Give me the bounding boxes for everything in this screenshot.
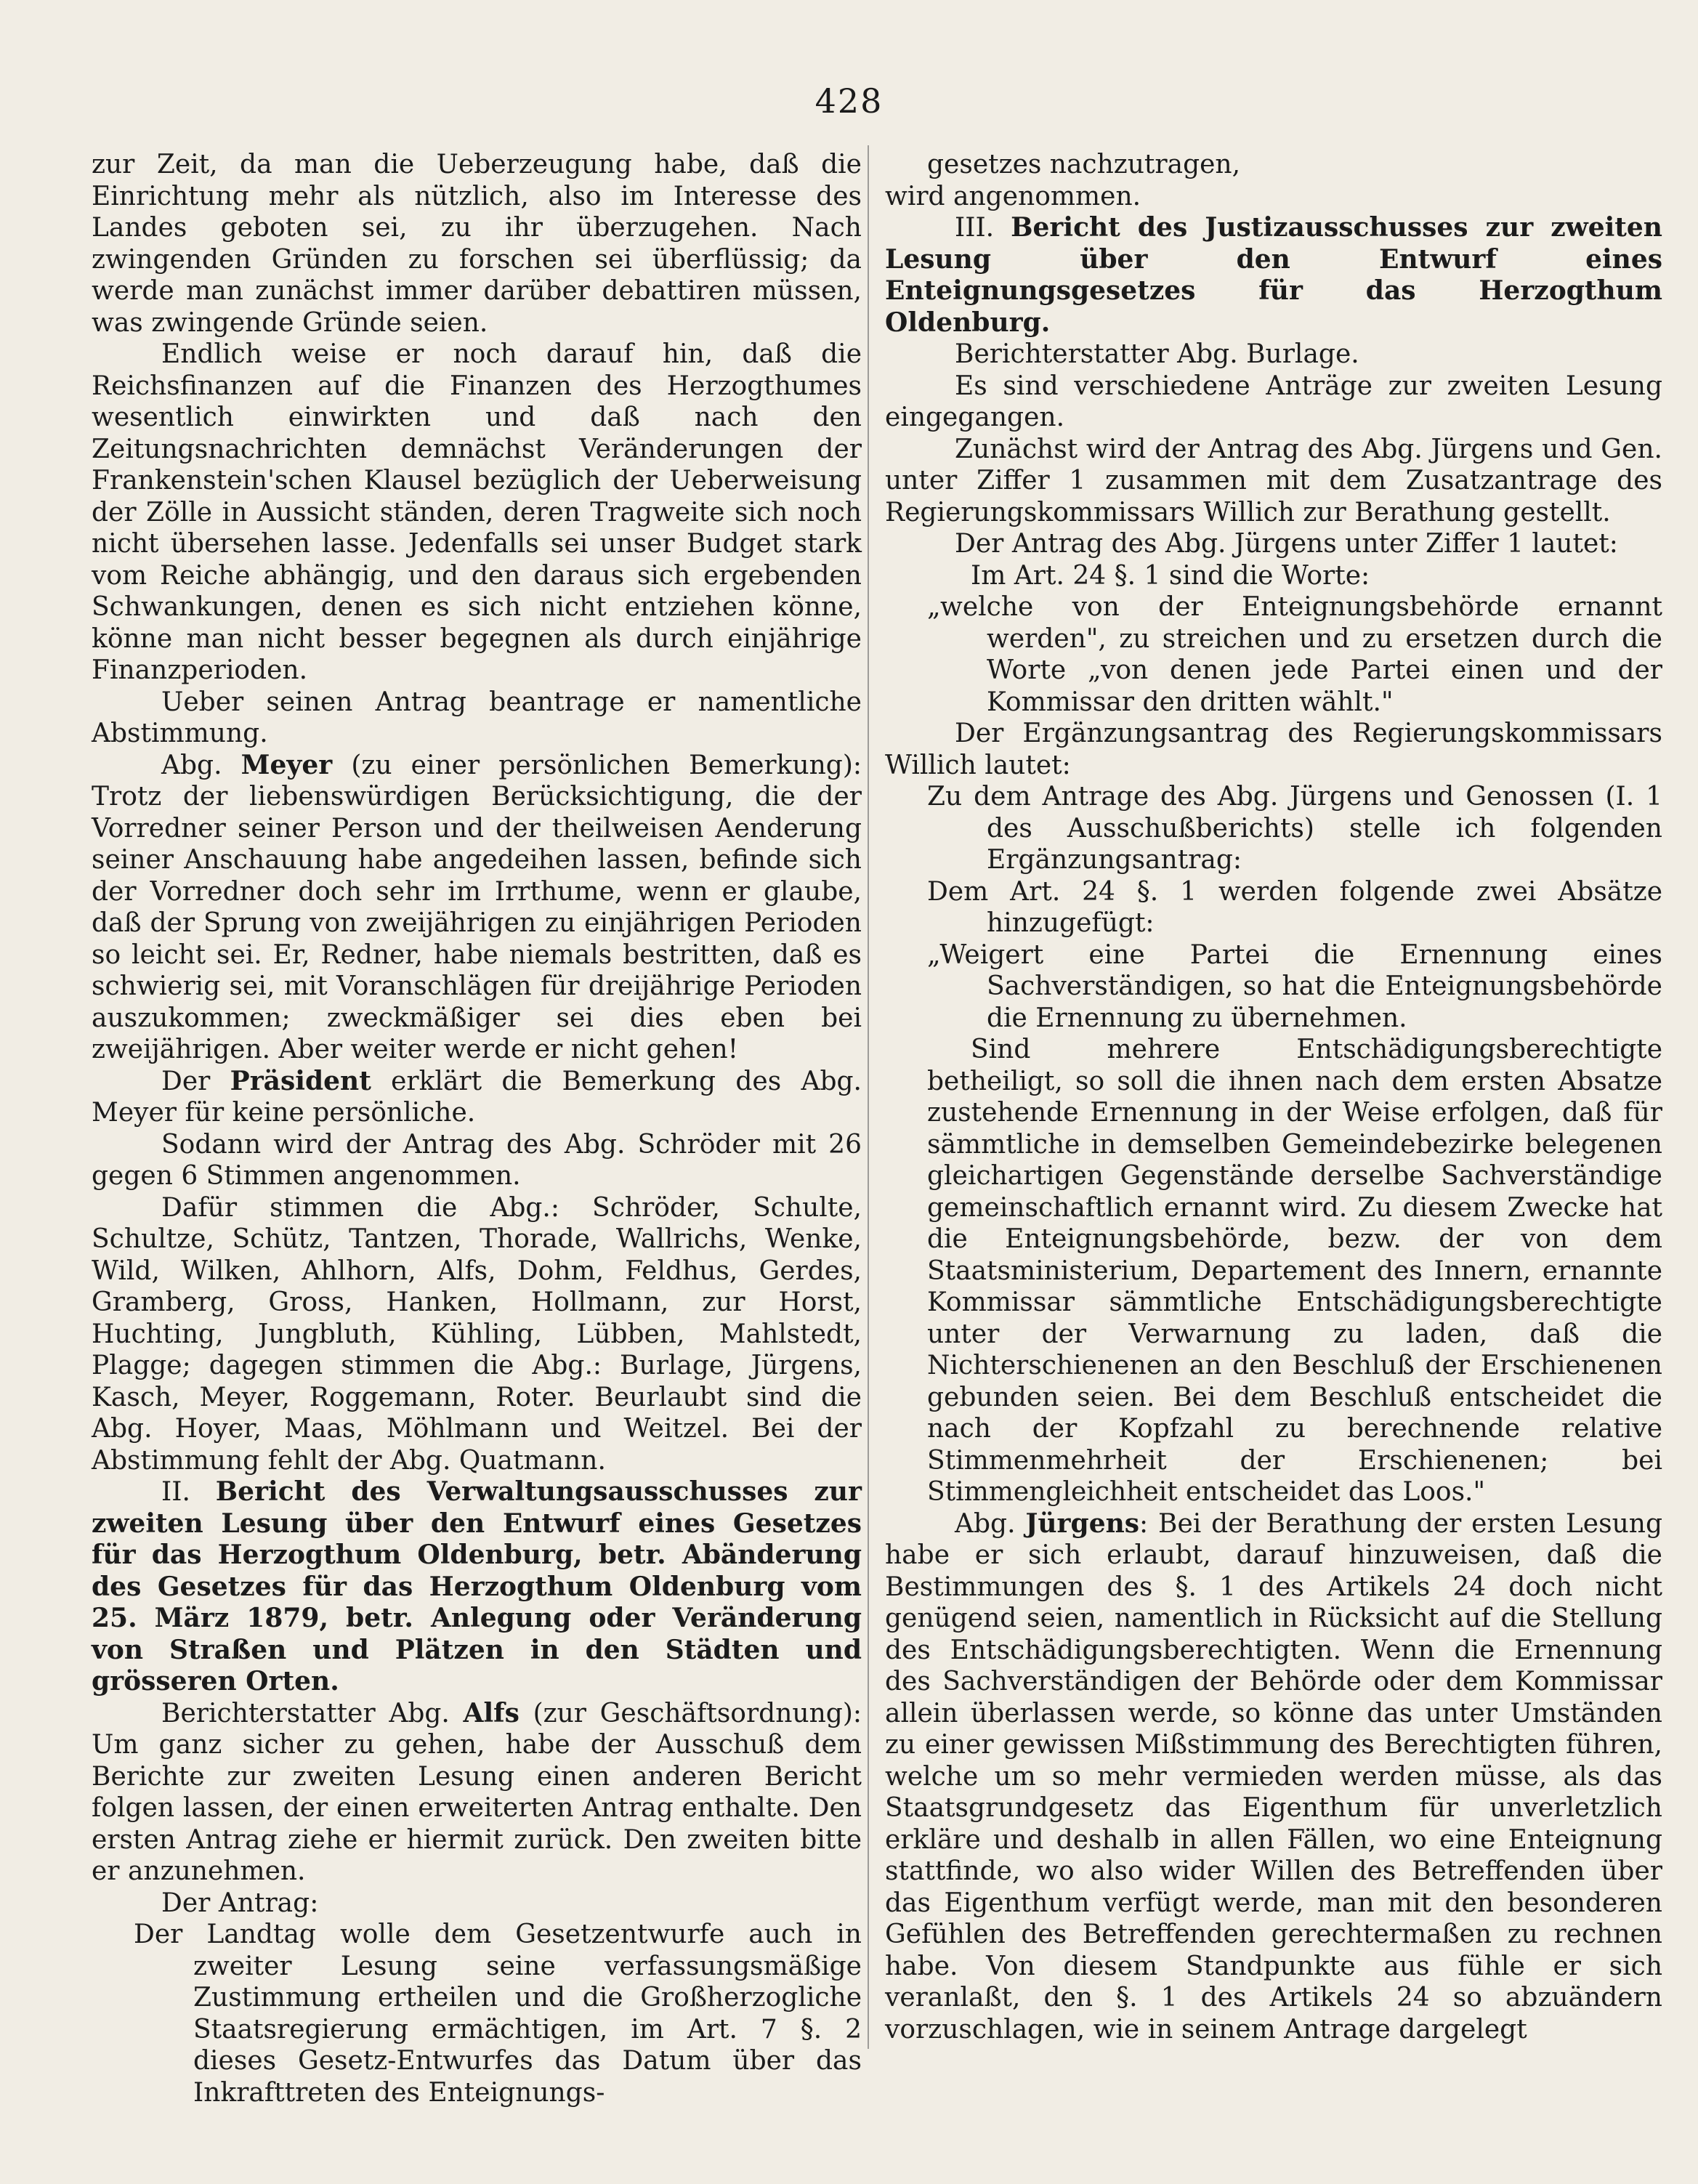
paragraph [92, 750, 862, 1066]
paragraph [92, 1698, 862, 1888]
paragraph: Zunächst wird der Antrag des Abg. Jürgens und Gen. unter Ziffer 1 zusammen mit dem Zusatzantrage des Regierungskommissars Willich zur Berathung gestellt. [885, 434, 1662, 527]
quoted-text: Dem Art. 24 §. 1 werden folgende zwei Absätze hinzugefügt: [927, 876, 1662, 938]
paragraph: Der Antrag: [161, 1888, 319, 1918]
paragraph: Der Ergänzungsantrag des Regierungskommissars Willich lautet: [885, 719, 1662, 780]
section-number: II. [161, 1477, 216, 1507]
text: (zur Geschäftsordnung): Um ganz sicher zu gehen, habe der Ausschuß dem Berichte zur zweiten Lesung einen anderen Bericht folgen lassen, der einen erweiterten Antrag enthalte. Den ersten Antrag ziehe er hiermit zurück. Den zweiten bitte er anzunehmen. [92, 1698, 862, 1886]
quoted-text: Zu dem Antrage des Abg. Jürgens und Genossen (I. 1 des Ausschußberichts) stelle ich folgenden Ergänzungsantrag: [927, 782, 1662, 875]
quoted-text: Sind mehrere Entschädigungsberechtigte betheiligt, so soll die ihnen nach dem ersten Absatze zustehende Ernennung in der Weise erfolgen, daß für sämmtliche in demselben Gemeindebezirke belegenen gleichartigen Gegenstände derselbe Sachverständige gemeinschaftlich ernannt wird. Zu diesem Zwecke hat die Enteignungsbehörde, bezw. der von dem Staatsministerium, Departement des Innern, ernannte Kommissar sämmtliche Entschädigungsberechtigte unter der Verwarnung zu laden, daß die Nichterschienenen an den Beschluß der Erschienenen gebunden seien. Bei dem Beschluß entscheidet die nach der Kopfzahl zu berechnende relative Stimmenmehrheit der Erschienenen; bei Stimmengleichheit entscheidet das Loos." [927, 1035, 1662, 1507]
text: : Bei der Berathung der ersten Lesung habe er sich erlaubt, darauf hinzuweisen, daß die Bestimmungen des §. 1 des Artikels 24 doch nicht genügend seien, namentlich in Rücksicht auf die Stellung des Entschädigungsberechtigten. Wenn die Ernennung des Sachverständigen der Behörde oder dem Kommissar allein überlassen werde, so könne das unter Umständen zu einer gewissen Mißstimmung des Berechtigten führen, welche um so mehr vermieden werden müsse, als das Staatsgrundgesetz das Eigenthum für unverletzlich erkläre und deshalb in allen Fällen, wo eine Enteignung stattfinde, wo also wider Willen des Betreffenden über das Eigenthum verfügt werde, man mit den besonderen Gefühlen des Betreffenden gerechtermaßen zu rechnen habe. Von diesem Standpunkte aus fühle er sich veranlaßt, den §. 1 des Artikels 24 so abzuändern vorzuschlagen, wie in seinem Antrage dargelegt [885, 1508, 1662, 2045]
quoted-text: „welche von der Enteignungsbehörde ernannt werden", zu streichen und zu ersetzen durch die Worte „von denen jede Partei einen und der Kommissar den dritten wählt." [927, 592, 1662, 717]
text: erklärt die Bemerkung des Abg. Meyer für keine persönliche. [92, 1066, 862, 1128]
section-number: III. [955, 213, 1011, 243]
text: (zu einer persönlichen Bemerkung): Trotz der liebenswürdigen Berücksichtigung, die der Vorredner seiner Person und der theilweisen Aenderung seiner Anschauung habe angedeihen lassen, befinde sich der Vorredner doch sehr im Irrthume, wenn er glaube, daß der Sprung von zweijährigen zu einjährigen Perioden so leicht sei. Er, Redner, habe niemals bestritten, daß es schwierig sei, mit Voranschlägen für dreijährige Perioden auszukommen; zweckmäßiger sei dies eben bei zweijährigen. Aber weiter werde er nicht gehen! [92, 750, 862, 1064]
section-title: Bericht des Verwaltungsausschusses zur zweiten Lesung über den Entwurf eines Gesetzes für das Herzogthum Oldenburg, betr. Abänderung des Gesetzes für das Herzogthum Oldenburg vom 25. März 1879, betr. Anlegung oder Veränderung von Straßen und Plätzen in den Städten und grösseren Orten. [92, 1476, 862, 1696]
text: Abg. [161, 750, 241, 780]
right-column [885, 149, 1662, 2060]
text: Berichterstatter Abg. [161, 1698, 464, 1728]
quoted-text: Im Art. 24 §. 1 sind die Worte: [971, 560, 1370, 591]
section-heading [885, 212, 1662, 339]
section-title: Bericht des Justizausschusses zur zweiten Lesung über den Entwurf eines Enteignungsgesetzes für das Herzogthum Oldenburg. [885, 212, 1662, 338]
quoted-text: „Weigert eine Partei die Ernennung eines Sachverständigen, so hat die Enteignungsbehörde die Ernennung zu übernehmen. [927, 939, 1662, 1033]
paragraph: zur Zeit, da man die Ueberzeugung habe, daß die Einrichtung mehr als nützlich, also im Interesse des Landes geboten sei, zu ihr überzugehen. Nach zwingenden Gründen zu forschen sei überflüssig; da werde man zunächst immer darüber debattiren müssen, was zwingende Gründe seien. [92, 150, 862, 338]
section-heading [92, 1476, 862, 1698]
paragraph: Endlich weise er noch darauf hin, daß die Reichsfinanzen auf die Finanzen des Herzogthumes wesentlich einwirkten und daß nach den Zeitungsnachrichten demnächst Veränderungen der Frankenstein'schen Klausel bezüglich der Ueberweisung der Zölle in Aussicht ständen, deren Tragweite sich noch nicht übersehen lasse. Jedenfalls sei unser Budget stark vom Reiche abhängig, und den daraus sich ergebenden Schwankungen, denen es sich nicht entziehen könne, könne man nicht besser begegnen als durch einjährige Finanzperioden. [92, 339, 862, 685]
page-number: 428 [814, 81, 884, 121]
motion-text: Der Landtag wolle dem Gesetzentwurfe auch in zweiter Lesung seine verfassungsmäßige Zustimmung ertheilen und die Großherzogliche Staatsregierung ermächtigen, im Art. 7 §. 2 dieses Gesetz-Entwurfes das Datum über das Inkrafttreten des Enteignungs- [134, 1920, 862, 2108]
paragraph: gesetzes nachzutragen, [927, 150, 1241, 179]
speaker-name: Jürgens [1025, 1508, 1140, 1539]
paragraph: wird angenommen. [885, 181, 1141, 211]
paragraph: Berichterstatter Abg. Burlage. [955, 339, 1359, 369]
paragraph [92, 1066, 862, 1129]
left-column [92, 149, 862, 2108]
paragraph: Es sind verschiedene Anträge zur zweiten Lesung eingegangen. [885, 371, 1662, 432]
paragraph: Dafür stimmen die Abg.: Schröder, Schulte, Schultze, Schütz, Tantzen, Thorade, Wallrichs, Wenke, Wild, Wilken, Ahlhorn, Alfs, Dohm, Feldhus, Gerdes, Gramberg, Gross, Hanken, Hollmann, zur Horst, Huchting, Jungbluth, Kühling, Lübben, Mahlstedt, Plagge; dagegen stimmen die Abg.: Burlage, Jürgens, Kasch, Meyer, Roggemann, Roter. Beurlaubt sind die Abg. Hoyer, Maas, Möhlmann und Weitzel. Bei der Abstimmung fehlt der Abg. Quatmann. [92, 1192, 862, 1476]
text: Abg. [955, 1508, 1026, 1539]
speaker-name: Meyer [240, 749, 333, 780]
paragraph: Der Antrag des Abg. Jürgens unter Ziffer 1 lautet: [955, 529, 1618, 559]
speaker-name: Alfs [463, 1697, 519, 1728]
paragraph: Ueber seinen Antrag beantrage er namentliche Abstimmung. [92, 687, 862, 748]
paragraph [885, 1508, 1662, 2046]
column-divider [868, 145, 869, 2049]
speaker-name: Präsident [230, 1065, 371, 1096]
paragraph: Sodann wird der Antrag des Abg. Schröder mit 26 gegen 6 Stimmen angenommen. [92, 1129, 862, 1191]
text: Der [161, 1066, 230, 1096]
